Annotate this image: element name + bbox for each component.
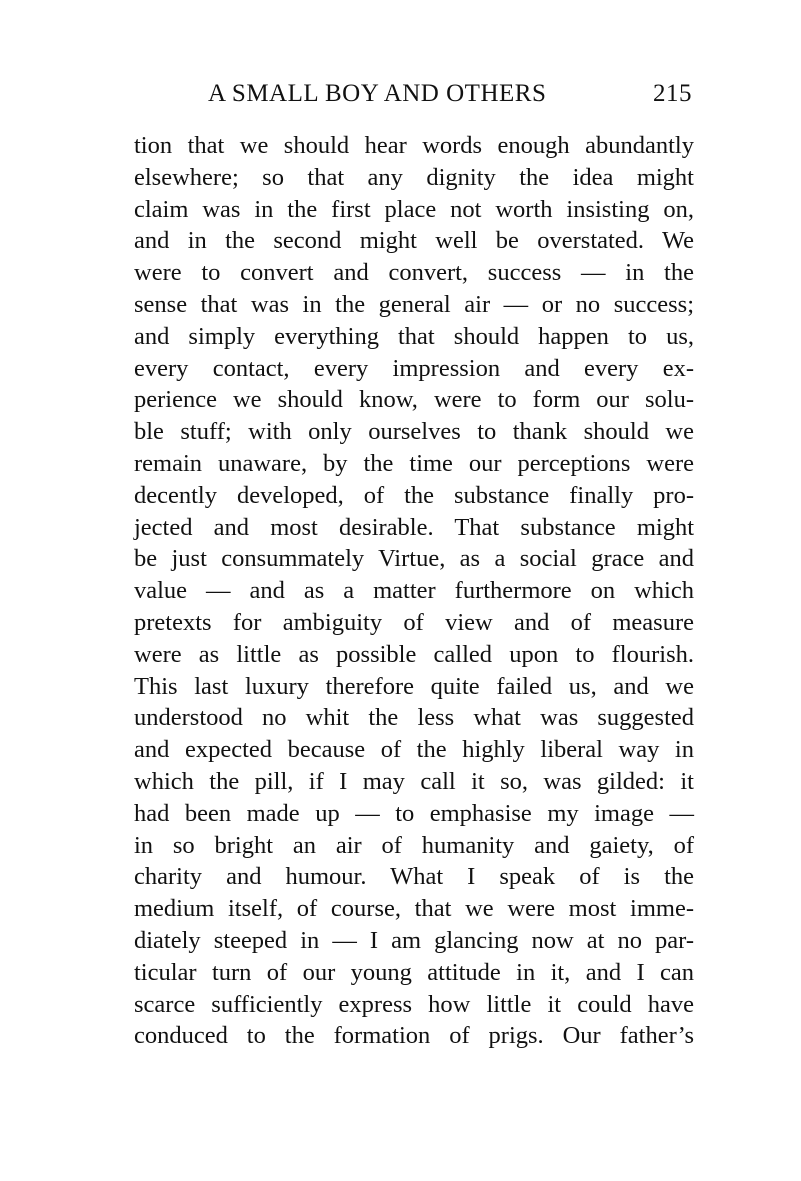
text-line: every contact, every impression and every ex- bbox=[134, 354, 694, 382]
page-header bbox=[134, 80, 694, 114]
text-line: jected and most desirable. That substance might bbox=[134, 513, 694, 541]
running-title: A SMALL BOY AND OTHERS bbox=[208, 80, 547, 107]
text-line: ble stuff; with only ourselves to thank should we bbox=[134, 418, 694, 446]
text-line: and simply everything that should happen to us, bbox=[134, 322, 694, 350]
text-line: pretexts for ambiguity of view and of measure bbox=[134, 608, 694, 636]
text-line: decently developed, of the substance finally pro- bbox=[134, 481, 694, 509]
text-line: conduced to the formation of prigs. Our father’s bbox=[134, 1022, 694, 1050]
page-number: 215 bbox=[653, 80, 692, 107]
text-line: remain unaware, by the time our perceptions were bbox=[134, 449, 694, 477]
text-line: ticular turn of our young attitude in it, and I can bbox=[134, 958, 694, 986]
text-line: claim was in the first place not worth insisting on, bbox=[134, 195, 694, 223]
text-line: were to convert and convert, success — in the bbox=[134, 259, 694, 287]
text-line: and in the second might well be overstated. We bbox=[134, 227, 694, 255]
text-line: medium itself, of course, that we were most imme- bbox=[134, 895, 694, 923]
text-line: were as little as possible called upon to flourish. bbox=[134, 640, 694, 668]
text-line: which the pill, if I may call it so, was gilded: it bbox=[134, 767, 694, 795]
text-line: scarce sufficiently express how little it could have bbox=[134, 990, 694, 1018]
text-line: and expected because of the highly liberal way in bbox=[134, 736, 694, 764]
text-line: be just consummately Virtue, as a social grace and bbox=[134, 545, 694, 573]
text-line: diately steeped in — I am glancing now at no par- bbox=[134, 926, 694, 954]
body-text bbox=[134, 130, 694, 1052]
text-line: sense that was in the general air — or no success; bbox=[134, 290, 694, 318]
text-line: perience we should know, were to form our solu- bbox=[134, 386, 694, 414]
text-line: This last luxury therefore quite failed us, and we bbox=[134, 672, 694, 700]
text-line: in so bright an air of humanity and gaiety, of bbox=[134, 831, 694, 859]
text-line: charity and humour. What I speak of is the bbox=[134, 863, 694, 891]
text-line: elsewhere; so that any dignity the idea might bbox=[134, 163, 694, 191]
text-line: value — and as a matter furthermore on which bbox=[134, 577, 694, 605]
text-line: understood no whit the less what was suggested bbox=[134, 704, 694, 732]
text-line: tion that we should hear words enough abundantly bbox=[134, 132, 694, 159]
text-line: had been made up — to emphasise my image — bbox=[134, 799, 694, 827]
